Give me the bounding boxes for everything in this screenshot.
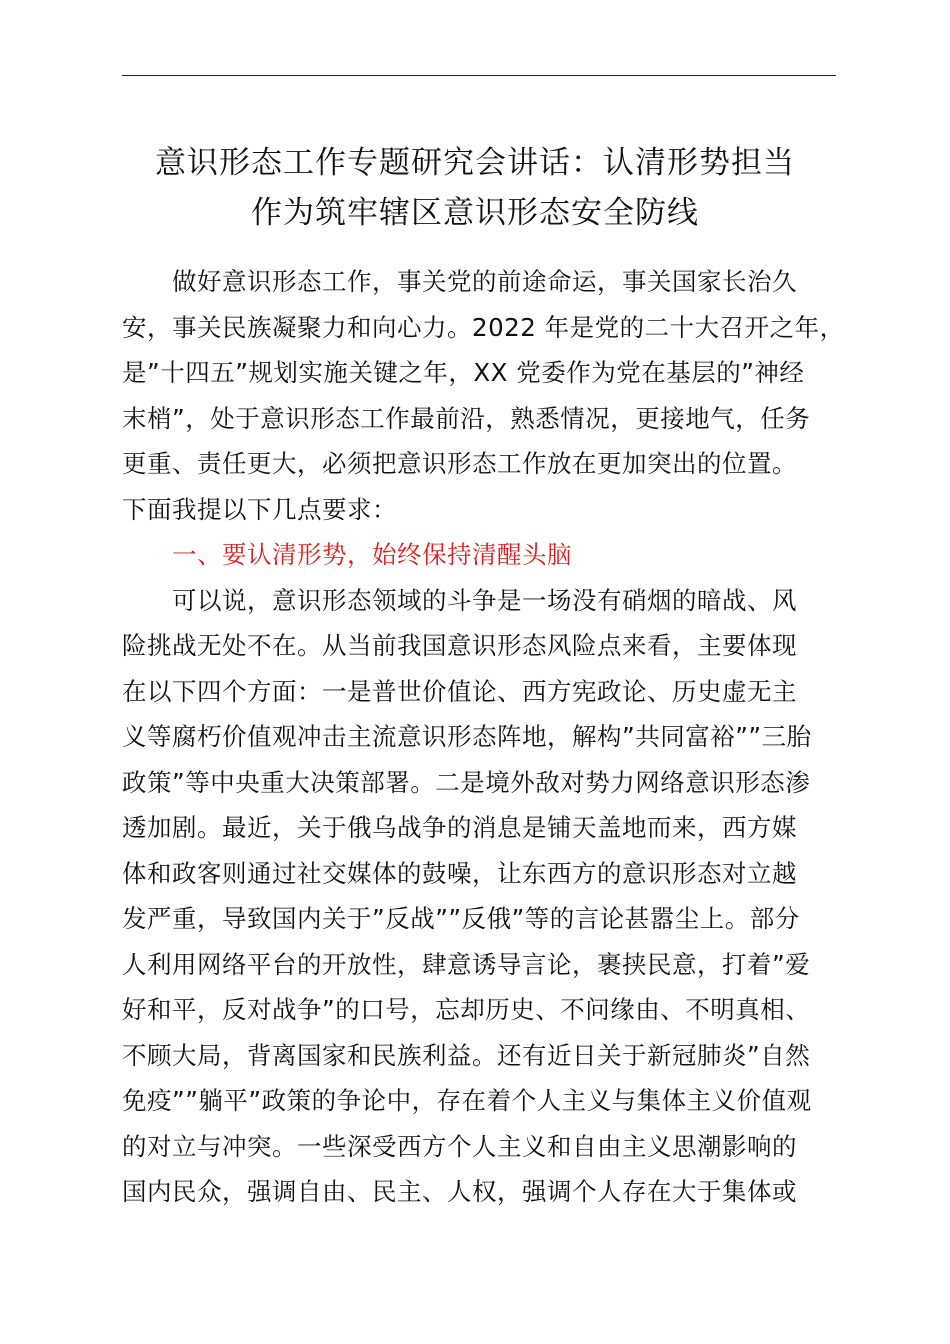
paragraph-line: 国内民众，强调自由、民主、人权，强调个人存在大于集体或 <box>122 1177 797 1206</box>
paragraph-line: 不顾大局，背离国家和民族利益。还有近日关于新冠肺炎”自然 <box>122 1040 811 1070</box>
paragraph-line: 是”十四五”规划实施关键之年，XX 党委作为党在基层的”神经 <box>122 358 805 387</box>
paragraph-line: 可以说，意识形态领域的斗争是一场没有硝烟的暗战、风 <box>172 585 797 615</box>
paragraph-line: 末梢”，处于意识形态工作最前沿，熟悉情况，更接地气，任务 <box>122 403 811 433</box>
paragraph-line: 做好意识形态工作，事关党的前途命运，事关国家长治久 <box>172 267 797 296</box>
paragraph-line: 下面我提以下几点要求： <box>122 494 397 524</box>
paragraph-line: 安，事关民族凝聚力和向心力。2022 年是党的二十大召开之年， <box>122 312 845 342</box>
title-line: 作为筑牢辖区意识形态安全防线 <box>251 195 699 231</box>
section-heading: 一、要认清形势，始终保持清醒头脑 <box>172 540 572 569</box>
header-rule <box>122 75 836 76</box>
document-title <box>100 138 850 238</box>
paragraph-line: 发严重，导致国内关于”反战””反俄”等的言论甚嚣尘上。部分 <box>122 904 800 933</box>
paragraph-line: 义等腐朽价值观冲击主流意识形态阵地，解构”共同富裕””三胎 <box>122 722 812 751</box>
paragraph-line: 政策”等中央重大决策部署。二是境外敌对势力网络意识形态渗 <box>122 767 811 797</box>
paragraph-line: 体和政客则通过社交媒体的鼓噪，让东西方的意识形态对立越 <box>122 858 797 888</box>
paragraph-line: 人利用网络平台的开放性，肆意诱导言论，裹挟民意，打着”爱 <box>122 949 811 979</box>
paragraph-line: 免疫””躺平”政策的争论中，存在着个人主义与集体主义价值观 <box>122 1086 812 1115</box>
paragraph-line: 透加剧。最近，关于俄乌战争的消息是铺天盖地而来，西方媒 <box>122 813 797 842</box>
paragraph-line: 的对立与冲突。一些深受西方个人主义和自由主义思潮影响的 <box>122 1131 797 1161</box>
document-body <box>122 259 845 1215</box>
paragraph-line: 更重、责任更大，必须把意识形态工作放在更加突出的位置。 <box>122 449 797 478</box>
title-line: 意识形态工作专题研究会讲话：认清形势担当 <box>155 145 795 181</box>
paragraph-line: 险挑战无处不在。从当前我国意识形态风险点来看，主要体现 <box>122 631 797 660</box>
paragraph-line: 好和平，反对战争”的口号，忘却历史、不问缘由、不明真相、 <box>122 995 811 1024</box>
paragraph-line: 在以下四个方面：一是普世价值论、西方宪政论、历史虚无主 <box>122 676 797 706</box>
